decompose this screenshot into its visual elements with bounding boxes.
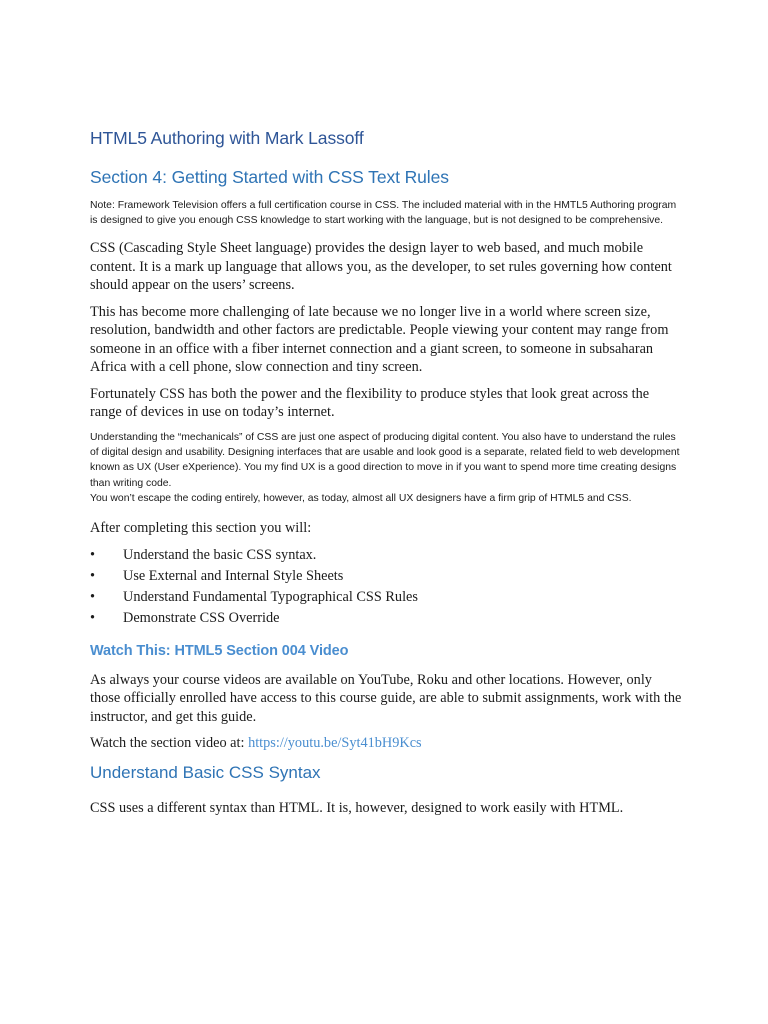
list-item <box>90 566 682 587</box>
note-paragraph: Note: Framework Television offers a full certification course in CSS. The included material with in the HMTL5 Authoring program is designed to give you enough CSS knowledge to start working with the language, but is not designed to be comprehensive. <box>90 200 677 227</box>
document-title: HTML5 Authoring with Mark Lassoff <box>90 128 364 148</box>
list-item-text: Use External and Internal Style Sheets <box>123 568 344 585</box>
syntax-heading: Understand Basic CSS Syntax <box>90 762 321 782</box>
list-item-text: Demonstrate CSS Override <box>123 609 280 626</box>
watch-heading: Watch This: HTML5 Section 004 Video <box>90 642 349 659</box>
videos-paragraph: As always your course videos are available on YouTube, Roku and other locations. However, only those officially enrolled have access to this course guide, are able to submit assignments, work with the instructor, and get this guide. <box>90 671 682 725</box>
bullet-icon: • <box>90 589 96 606</box>
list-item <box>90 587 682 608</box>
list-item-text: Understand Fundamental Typographical CSS Rules <box>123 589 418 606</box>
fortunately-paragraph: Fortunately CSS has both the power and the flexibility to produce styles that look great across the range of devices in use on today’s internet. <box>90 385 650 421</box>
objectives-list <box>90 545 682 628</box>
watch-label: Watch the section video at: <box>90 735 249 752</box>
list-item-text: Understand the basic CSS syntax. <box>123 547 317 564</box>
bullet-icon: • <box>90 568 96 585</box>
after-completing-label: After completing this section you will: <box>90 519 312 536</box>
bullet-icon: • <box>90 547 96 564</box>
bullet-icon: • <box>90 609 96 626</box>
list-item <box>90 545 682 566</box>
list-item <box>90 608 682 629</box>
watch-paragraph <box>90 734 682 753</box>
syntax-paragraph: CSS uses a different syntax than HTML. It is, however, designed to work easily with HTML. <box>90 799 624 816</box>
ux-paragraph: Understanding the “mechanicals” of CSS are just one aspect of producing digital content. You also have to understand the rules of digital design and usability. Designing interfaces that are usable and look good is a separate, related field to web development known as UX (User eXperience). You my find UX is a good direction to move in if you want to spend more time creating designs than writing code. <box>90 431 680 489</box>
challenge-paragraph: This has become more challenging of late because we no longer live in a world where screen size, resolution, bandwidth and other factors are predictable. People viewing your content may range from someone in an office with a fiber internet connection and a giant screen, to someone in subsaharan Africa with a cell phone, slow connection and tiny screen. <box>90 303 669 376</box>
video-link[interactable]: https://youtu.be/Syt41bH9Kcs <box>248 735 422 752</box>
ux-followup-paragraph: You won’t escape the coding entirely, however, as today, almost all UX designers have a firm grip of HTML5 and CSS. <box>90 492 632 504</box>
intro-paragraph: CSS (Cascading Style Sheet language) provides the design layer to web based, and much mobile content. It is a mark up language that allows you, as the developer, to set rules governing how content should appear on the users’ screens. <box>90 240 672 294</box>
section-heading: Section 4: Getting Started with CSS Text Rules <box>90 167 449 187</box>
